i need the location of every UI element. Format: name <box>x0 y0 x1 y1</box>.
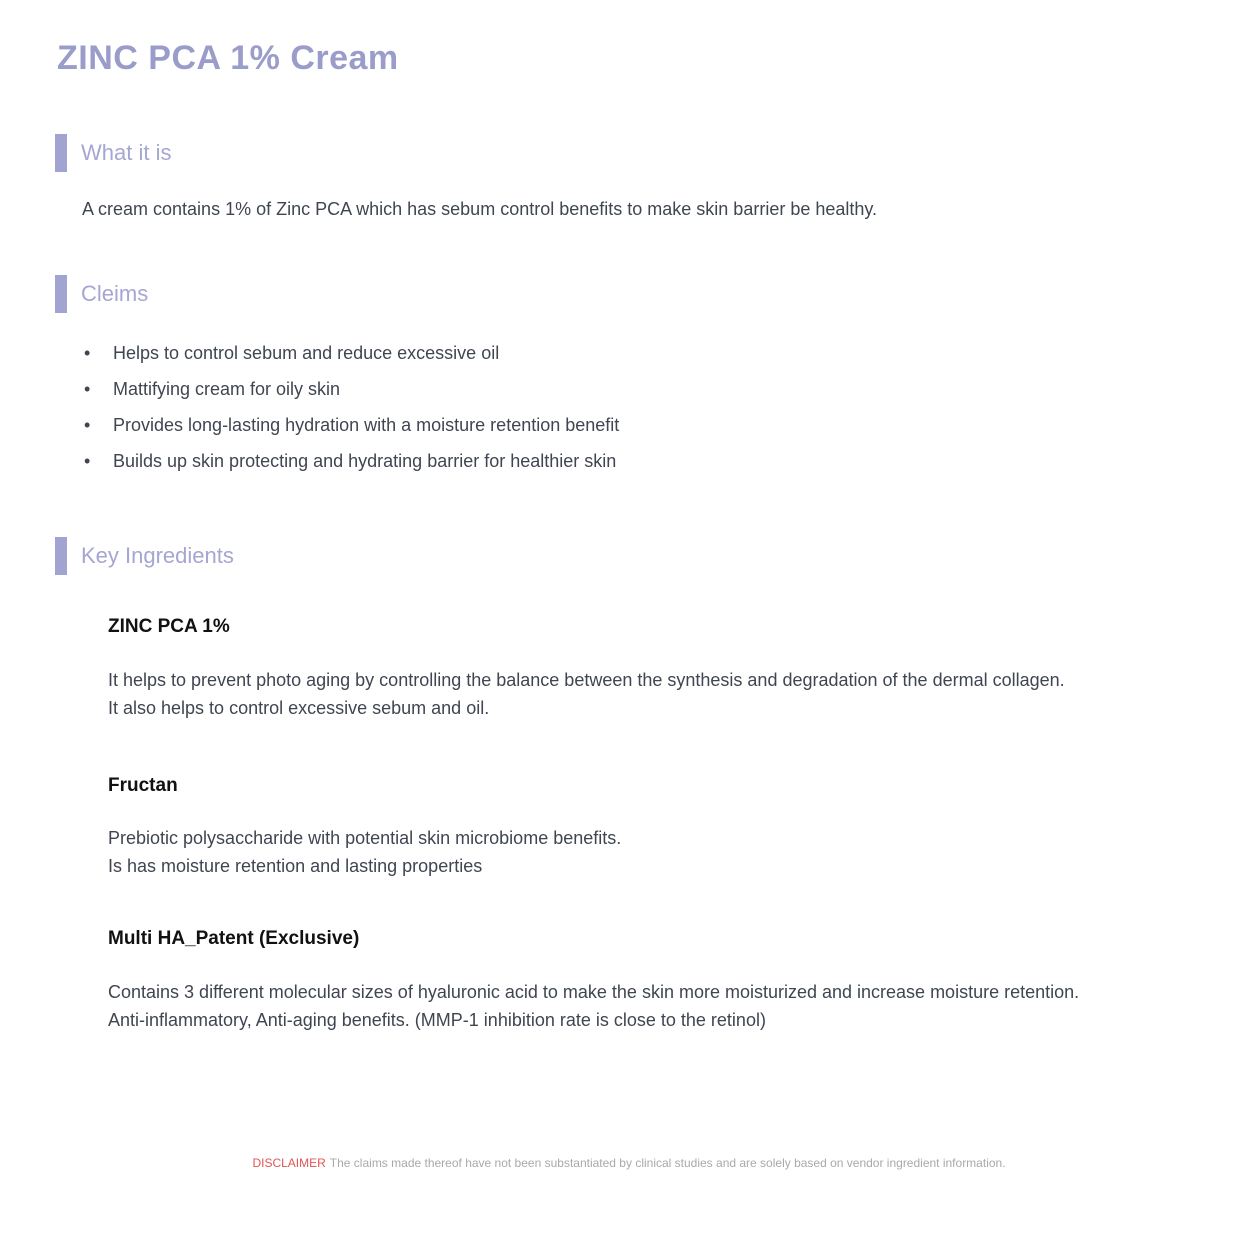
disclaimer <box>0 1155 1258 1171</box>
section-heading-claims <box>55 275 1258 313</box>
claims-list <box>84 335 1258 479</box>
ingredient-description-line: Is has moisture retention and lasting properties <box>108 856 483 876</box>
section-heading-label: Cleims <box>81 281 149 306</box>
claim-text: Mattifying cream for oily skin <box>113 379 341 399</box>
ingredient-block-fructan <box>108 774 1258 880</box>
ingredient-description <box>108 978 1098 1034</box>
ingredient-description <box>108 824 1098 880</box>
bullet-icon: • <box>84 379 91 399</box>
bullet-icon: • <box>84 415 91 435</box>
ingredient-description-line: It also helps to control excessive sebum and oil. <box>108 698 490 718</box>
claim-list-item <box>84 407 1258 443</box>
claim-text: Builds up skin protecting and hydrating barrier for healthier skin <box>113 451 617 471</box>
what-it-is-description: A cream contains 1% of Zinc PCA which has sebum control benefits to make skin barrier be healthy. <box>82 199 878 219</box>
ingredient-block-multi-ha <box>108 927 1258 1034</box>
bullet-icon: • <box>84 451 91 471</box>
ingredient-description <box>108 666 1098 722</box>
claim-text: Provides long-lasting hydration with a moisture retention benefit <box>113 415 620 435</box>
bullet-icon: • <box>84 343 91 363</box>
ingredient-description-line: Contains 3 different molecular sizes of hyaluronic acid to make the skin more moisturized and increase moisture retention. <box>108 982 1080 1002</box>
disclaimer-label: DISCLAIMER <box>252 1156 326 1170</box>
section-accent-bar <box>55 134 67 172</box>
claim-text: Helps to control sebum and reduce excessive oil <box>113 343 500 363</box>
ingredient-description-line: Anti-inflammatory, Anti-aging benefits. (MMP-1 inhibition rate is close to the retinol) <box>108 1010 766 1030</box>
disclaimer-text: The claims made thereof have not been substantiated by clinical studies and are solely based on vendor ingredient information. <box>329 1156 1006 1170</box>
ingredient-name: Multi HA_Patent (Exclusive) <box>108 928 360 949</box>
ingredient-description-line: It helps to prevent photo aging by controlling the balance between the synthesis and degradation of the dermal collagen. <box>108 670 1065 690</box>
section-heading-label: Key Ingredients <box>81 543 234 568</box>
ingredient-description-line: Prebiotic polysaccharide with potential skin microbiome benefits. <box>108 828 622 848</box>
section-accent-bar <box>55 537 67 575</box>
ingredient-name: ZINC PCA 1% <box>108 616 230 637</box>
section-heading-key-ingredients <box>55 537 1258 575</box>
ingredient-name: Fructan <box>108 775 178 796</box>
ingredient-block-zinc-pca <box>108 615 1258 722</box>
claim-list-item <box>84 371 1258 407</box>
claim-list-item <box>84 443 1258 479</box>
section-heading-label: What it is <box>81 140 172 165</box>
section-accent-bar <box>55 275 67 313</box>
page-title: ZINC PCA 1% Cream <box>57 39 399 77</box>
claim-list-item <box>84 335 1258 371</box>
section-heading-what-it-is <box>55 134 1258 172</box>
